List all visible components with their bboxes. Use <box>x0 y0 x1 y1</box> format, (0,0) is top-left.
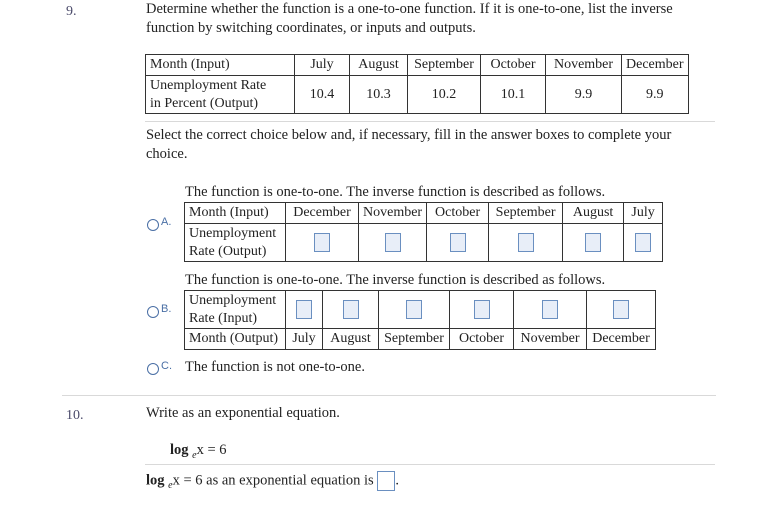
choice-a-answer-box[interactable] <box>314 233 330 252</box>
choice-b-answer-box[interactable] <box>406 300 422 319</box>
choice-a-radio[interactable] <box>147 219 159 231</box>
divider <box>145 121 715 122</box>
answer-line: log $_e$x = 6 as an exponential equation is . <box>146 472 399 492</box>
choice-a-month-cell: August <box>563 203 624 224</box>
choice-b-table <box>184 290 656 350</box>
choice-b-month-cell: December <box>587 329 656 350</box>
divider <box>145 464 715 465</box>
table-header-cell: September <box>408 55 481 76</box>
choice-b-radio[interactable] <box>147 306 159 318</box>
choice-b-answer-box[interactable] <box>613 300 629 319</box>
instruction-text: Select the correct choice below and, if necessary, fill in the answer boxes to complete your choice. <box>146 127 672 162</box>
table-row-label-rate: Unemployment Rate in Percent (Output) <box>146 76 295 114</box>
choice-a-row-label-month: Month (Input) <box>185 203 286 224</box>
choice-a-letter[interactable]: A. <box>161 216 172 228</box>
choice-b-month-cell: September <box>379 329 450 350</box>
choice-a-answer-box[interactable] <box>635 233 651 252</box>
choice-a-row-label-rate: Unemployment Rate (Output) <box>185 224 286 262</box>
question-9-number: 9. <box>66 4 77 19</box>
choice-b-text: The function is one-to-one. The inverse function is described as follows. <box>185 272 606 288</box>
table-value-cell: 10.2 <box>408 76 481 114</box>
exponential-answer-box[interactable] <box>377 471 395 491</box>
choice-b-month-cell: November <box>514 329 587 350</box>
table-header-cell: October <box>481 55 546 76</box>
table-value-cell: 10.3 <box>350 76 408 114</box>
choice-b-month-cell: July <box>286 329 323 350</box>
choice-a-month-cell: December <box>286 203 359 224</box>
table-header-cell: July <box>295 55 350 76</box>
choice-b-month-cell: August <box>323 329 379 350</box>
choice-a-month-cell: July <box>624 203 663 224</box>
table-header-cell: August <box>350 55 408 76</box>
table-header-cell: December <box>622 55 689 76</box>
choice-a-answer-box[interactable] <box>585 233 601 252</box>
question-divider <box>62 395 716 396</box>
table-value-cell: 10.1 <box>481 76 546 114</box>
table-value-cell: 9.9 <box>622 76 689 114</box>
choice-b-month-cell: October <box>450 329 514 350</box>
choice-b-letter[interactable]: B. <box>161 303 172 315</box>
choice-a-answer-box[interactable] <box>385 233 401 252</box>
choice-b-answer-box[interactable] <box>474 300 490 319</box>
choice-a-text: The function is one-to-one. The inverse function is described as follows. <box>185 184 606 200</box>
choice-b-answer-box[interactable] <box>542 300 558 319</box>
choice-b-answer-box[interactable] <box>296 300 312 319</box>
choice-a-month-cell: November <box>359 203 427 224</box>
choice-b-row-label-rate: Unemployment Rate (Input) <box>185 291 286 329</box>
choice-c-letter[interactable]: C. <box>161 360 172 372</box>
function-table <box>145 54 689 114</box>
choice-a-answer-box[interactable] <box>450 233 466 252</box>
choice-b-answer-box[interactable] <box>343 300 359 319</box>
table-header-cell: November <box>546 55 622 76</box>
question-10-number: 10. <box>66 408 84 423</box>
choice-a-month-cell: October <box>427 203 489 224</box>
table-value-cell: 9.9 <box>546 76 622 114</box>
question-10-prompt: Write as an exponential equation. <box>146 405 340 421</box>
question-9-prompt: Determine whether the function is a one-to-one function. If it is one-to-one, list the inverse function by switching coordinates, or inputs and outputs. <box>146 1 673 36</box>
choice-a-month-cell: September <box>489 203 563 224</box>
choice-c-radio[interactable] <box>147 363 159 375</box>
choice-c-text: The function is not one-to-one. <box>185 359 365 375</box>
choice-a-table <box>184 202 663 262</box>
table-value-cell: 10.4 <box>295 76 350 114</box>
table-row-label-month: Month (Input) <box>146 55 295 76</box>
choice-b-row-label-month: Month (Output) <box>185 329 286 350</box>
log-expression: log $_e$x = 6 <box>170 442 227 461</box>
choice-a-answer-box[interactable] <box>518 233 534 252</box>
